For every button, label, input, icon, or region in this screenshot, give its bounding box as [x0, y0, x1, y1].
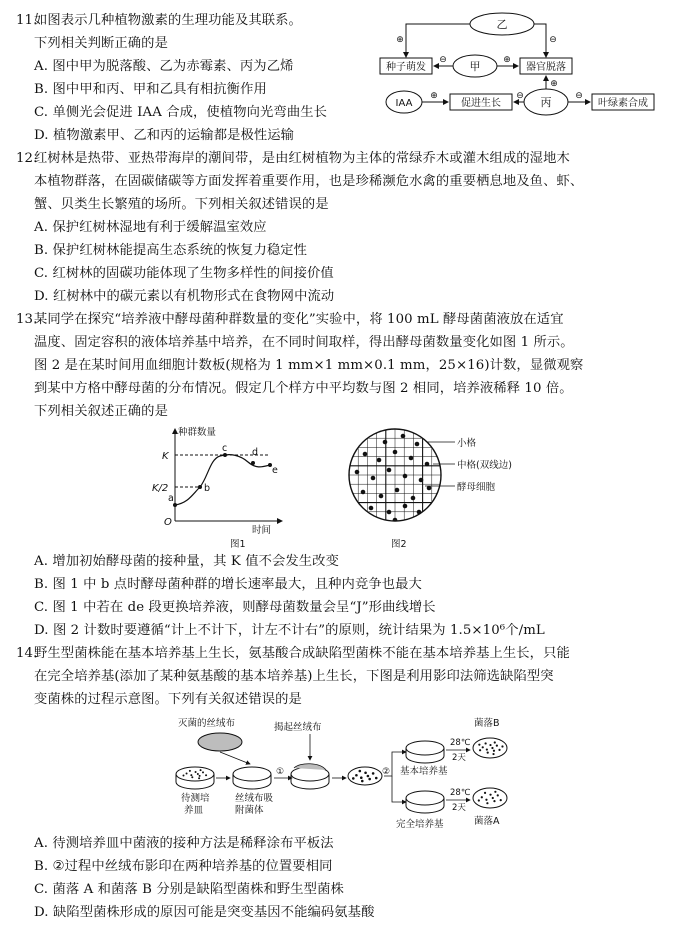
yeast-cell	[395, 488, 400, 493]
sign-minus-bing-chloro: ⊖	[575, 91, 583, 101]
incubation-days-bottom: 2天	[452, 803, 466, 813]
q13-figure1-growth-curve	[150, 425, 290, 550]
colony-dot	[500, 799, 502, 801]
q11-option-b[interactable]: B. 图中甲和丙、甲和乙具有相抗衡作用	[34, 82, 267, 97]
yeast-cell	[411, 496, 416, 501]
sign-minus-yi-drop: ⊖	[549, 35, 557, 45]
colony-dot	[497, 794, 499, 796]
test-dish	[176, 767, 214, 781]
colony-dot	[352, 777, 355, 780]
colony-dot	[364, 771, 367, 774]
colony-dot	[493, 800, 495, 802]
colony-dot	[205, 774, 207, 776]
yeast-cell	[415, 442, 420, 447]
yeast-cell	[419, 478, 424, 483]
q12-stem-line1: 红树林是热带、亚热带海岸的潮间带，是由红树植物为主体的常绿乔木或灌木组成的湿地木	[34, 151, 570, 166]
colony-dot	[482, 746, 484, 748]
colony-dot	[479, 749, 481, 751]
q12-option-a[interactable]: A. 保护红树林湿地有利于缓解温室效应	[34, 220, 267, 235]
small-square-label: 小格	[457, 438, 477, 449]
incubation-days-top: 2天	[452, 753, 466, 763]
colony-b-label: 菌落B	[474, 718, 500, 729]
complete-medium-dish	[406, 791, 444, 805]
q14-number: 14.	[16, 646, 38, 661]
chlorophyll-synthesis-label: 叶绿素合成	[598, 98, 648, 109]
q11-option-a[interactable]: A. 图中甲为脱落酸、乙为赤霉素、丙为乙烯	[34, 59, 294, 74]
colony-dot	[195, 771, 197, 773]
point-b	[198, 485, 202, 489]
test-dish-label-1: 待测培	[181, 793, 210, 804]
colony-b-dish	[473, 738, 507, 758]
x-axis-label: 时间	[252, 525, 272, 536]
colony-a-dish	[473, 788, 507, 808]
colony-dot	[199, 775, 201, 777]
velvet-dish	[233, 767, 271, 781]
q11-stem-question: 下列相关判断正确的是	[34, 36, 168, 51]
colony-dot	[478, 799, 480, 801]
colony-dot	[202, 771, 204, 773]
incubation-temp-top: 28℃	[450, 738, 471, 748]
colony-dot	[200, 769, 202, 771]
colony-dot	[481, 796, 483, 798]
arrow-yi-to-seed	[406, 24, 470, 57]
yeast-cell	[403, 474, 408, 479]
basic-medium-label: 基本培养基	[400, 766, 448, 777]
sterile-velvet	[198, 733, 242, 751]
colony-dot	[478, 744, 480, 746]
q11-option-d[interactable]: D. 植物激素甲、乙和丙的运输都是极性运输	[34, 128, 295, 143]
point-d	[251, 461, 255, 465]
yeast-cell	[379, 494, 384, 499]
q14-option-c[interactable]: C. 菌落 A 和菌落 B 分别是缺陷型菌株和野生型菌株	[34, 882, 344, 897]
q13-figure2-hemocytometer	[345, 420, 525, 550]
promote-growth-label: 促进生长	[461, 98, 501, 109]
q11-hormone-diagram	[378, 8, 668, 128]
figure2-caption: 图2	[391, 539, 407, 550]
sign-plus-jia-drop: ⊕	[503, 55, 511, 65]
colony-dot	[501, 745, 503, 747]
q11-number: 11.	[16, 13, 38, 28]
colony-dot	[189, 770, 191, 772]
colony-dot	[491, 747, 493, 749]
q12-option-b[interactable]: B. 保护红树林能提高生态系统的恢复力稳定性	[34, 243, 308, 258]
yeast-cell	[387, 468, 392, 473]
colony-dot	[198, 777, 200, 779]
counting-grid	[345, 425, 445, 525]
point-d-label: d	[252, 447, 259, 458]
complete-medium-label: 完全培养基	[396, 819, 444, 830]
q14-replica-plating-diagram	[170, 712, 515, 832]
colony-dot	[493, 750, 495, 752]
iaa-label: IAA	[395, 98, 413, 109]
q13-stem-line1: 某同学在探究“培养液中酵母菌种群数量的变化”实验中，将 100 mL 酵母菌菌液放在适宜	[34, 312, 564, 327]
colony-dot	[368, 778, 371, 781]
hormone-yi-label: 乙	[496, 18, 508, 31]
sign-plus-iaa: ⊕	[430, 91, 438, 101]
q13-stem-line4: 到某中方格中酵母菌的分布情况。假定几个样方中平均数与图 2 相同，培养液稀释 10 倍。	[34, 381, 573, 396]
yeast-cell	[355, 470, 360, 475]
q14-option-a[interactable]: A. 待测培养皿中菌液的接种方法是稀释涂布平板法	[34, 836, 334, 851]
growth-curve	[175, 455, 270, 505]
yeast-cell	[383, 440, 388, 445]
step1-marker: ①	[276, 767, 285, 777]
colony-dot	[494, 741, 496, 743]
velvet-with-bacteria	[348, 767, 382, 785]
lift-velvet-label: 揭起丝绒布	[274, 722, 322, 733]
test-dish-label-2: 养皿	[184, 805, 204, 816]
sign-minus-bing-growth: ⊖	[516, 91, 524, 101]
q12-stem-line2: 本植物群落，在固碳储碳等方面发挥着重要作用，也是珍稀濒危水禽的重要栖息地及鱼、虾、	[34, 174, 584, 189]
colony-dot	[492, 753, 494, 755]
yeast-cell	[371, 476, 376, 481]
sign-plus-yi-seed: ⊕	[396, 35, 404, 45]
yeast-cell	[403, 504, 408, 509]
yeast-cell	[401, 434, 406, 439]
colony-dot	[359, 770, 362, 773]
colony-dot	[486, 802, 488, 804]
colony-dot	[367, 775, 370, 778]
colony-dot	[360, 776, 363, 779]
colony-dot	[186, 773, 188, 775]
seed-germination-label: 种子萌发	[386, 62, 426, 73]
velvet-absorb-label-1: 丝绒布吸	[235, 793, 274, 804]
colony-dot	[486, 748, 488, 750]
q13-option-d[interactable]: D. 图 2 计数时要遵循“计上不计下，计左不计右”的原则，统计结果为 1.5×10⁶个/mL	[34, 623, 545, 638]
yeast-cell-label: 酵母细胞	[457, 482, 496, 493]
q11-option-c[interactable]: C. 单侧光会促进 IAA 合成，使植物向光弯曲生长	[34, 105, 328, 120]
colony-dot	[498, 749, 500, 751]
organ-abscission-label: 器官脱落	[526, 62, 566, 73]
colony-dot	[489, 744, 491, 746]
sterile-velvet-label: 灭菌的丝绒布	[178, 718, 236, 729]
yeast-cell	[393, 450, 398, 455]
q13-option-c[interactable]: C. 图 1 中若在 de 段更换培养液，则酵母菌数量会呈“J”形曲线增长	[34, 600, 436, 615]
colony-dot	[190, 774, 192, 776]
y-axis-label: 种群数量	[178, 427, 217, 438]
q14-stem-line1: 野生型菌株能在基本培养基上生长，氨基酸合成缺陷型菌株不能在基本培养基上生长，只能	[34, 646, 570, 661]
origin-label: O	[164, 517, 172, 528]
q12-stem-line3: 蟹、贝类生长繁殖的场所。下列相关叙述错误的是	[34, 197, 329, 212]
point-b-label: b	[204, 483, 211, 494]
arrow-yi-to-drop	[534, 24, 546, 57]
figure1-caption: 图1	[230, 539, 246, 550]
sign-minus-jia-seed: ⊖	[439, 55, 447, 65]
point-c-label: c	[222, 443, 228, 454]
colony-dot	[372, 772, 375, 775]
colony-dot	[494, 791, 496, 793]
colony-dot	[182, 775, 184, 777]
q14-stem-line2: 在完全培养基(添加了某种氨基酸的基本培养基)上生长，下图是利用影印法筛选缺陷型突	[34, 669, 554, 684]
q13-option-a[interactable]: A. 增加初始酵母菌的接种量，其 K 值不会发生改变	[34, 554, 339, 569]
q13-number: 13.	[16, 312, 38, 327]
point-e-label: e	[272, 465, 278, 476]
colony-dot	[361, 780, 364, 783]
colony-dot	[197, 773, 199, 775]
colony-dot	[487, 752, 489, 754]
q14-stem-line3: 变菌株的过程示意图。下列有关叙述错误的是	[34, 692, 302, 707]
q14-option-b[interactable]: B. ②过程中丝绒布影印在两种培养基的位置要相同	[34, 859, 333, 874]
colony-dot	[485, 742, 487, 744]
yeast-cell	[425, 462, 430, 467]
basic-medium-dish	[406, 741, 444, 755]
q14-option-d[interactable]: D. 缺陷型菌株形成的原因可能是突变基因不能编码氨基酸	[34, 905, 375, 920]
colony-dot	[191, 776, 193, 778]
colony-dot	[492, 797, 494, 799]
point-a-label: a	[168, 493, 174, 504]
q12-option-d[interactable]: D. 红树林中的碳元素以有机物形式在食物网中流动	[34, 289, 335, 304]
q12-option-c[interactable]: C. 红树林的固碳功能体现了生物多样性的间接价值	[34, 266, 334, 281]
colony-dot	[355, 774, 358, 777]
q12-number: 12.	[16, 151, 38, 166]
yeast-cell	[377, 458, 382, 463]
q13-stem-line5: 下列相关叙述正确的是	[34, 404, 168, 419]
k-half-label: K/2	[152, 483, 169, 494]
colony-dot	[489, 794, 491, 796]
q13-option-b[interactable]: B. 图 1 中 b 点时酵母菌种群的增长速率最大，且种内竞争也最大	[34, 577, 422, 592]
yeast-cell	[369, 506, 374, 511]
q13-stem-line2: 温度、固定容积的液体培养基中培养，在不同时间取样，得出酵母菌数量变化如图 1 所示。	[34, 335, 574, 350]
middle-square-label: 中格(双线边)	[457, 460, 512, 471]
yeast-cell	[357, 436, 362, 441]
yeast-cell	[409, 456, 414, 461]
incubation-temp-bottom: 28℃	[450, 788, 471, 798]
hormone-bing-label: 丙	[540, 96, 552, 109]
yeast-cell	[387, 510, 392, 515]
colony-a-label: 菌落A	[474, 816, 500, 827]
q11-stem: 如图表示几种植物激素的生理功能及其联系。	[34, 13, 302, 28]
hormone-jia-label: 甲	[469, 60, 481, 73]
step2-marker: ②	[382, 767, 391, 777]
yeast-cell	[363, 452, 368, 457]
yeast-cell	[361, 490, 366, 495]
colony-dot	[484, 792, 486, 794]
velvet-absorb-label-2: 附菌体	[235, 805, 264, 816]
sign-plus-bing-drop: ⊕	[550, 79, 558, 89]
colony-dot	[496, 745, 498, 747]
colony-dot	[485, 799, 487, 801]
q13-stem-line3: 图 2 是在某时间用血细胞计数板(规格为 1 mm×1 mm×0.1 mm，25×16)计数，显微观察	[34, 358, 584, 373]
colony-dot	[375, 777, 378, 780]
k-label: K	[162, 451, 169, 462]
